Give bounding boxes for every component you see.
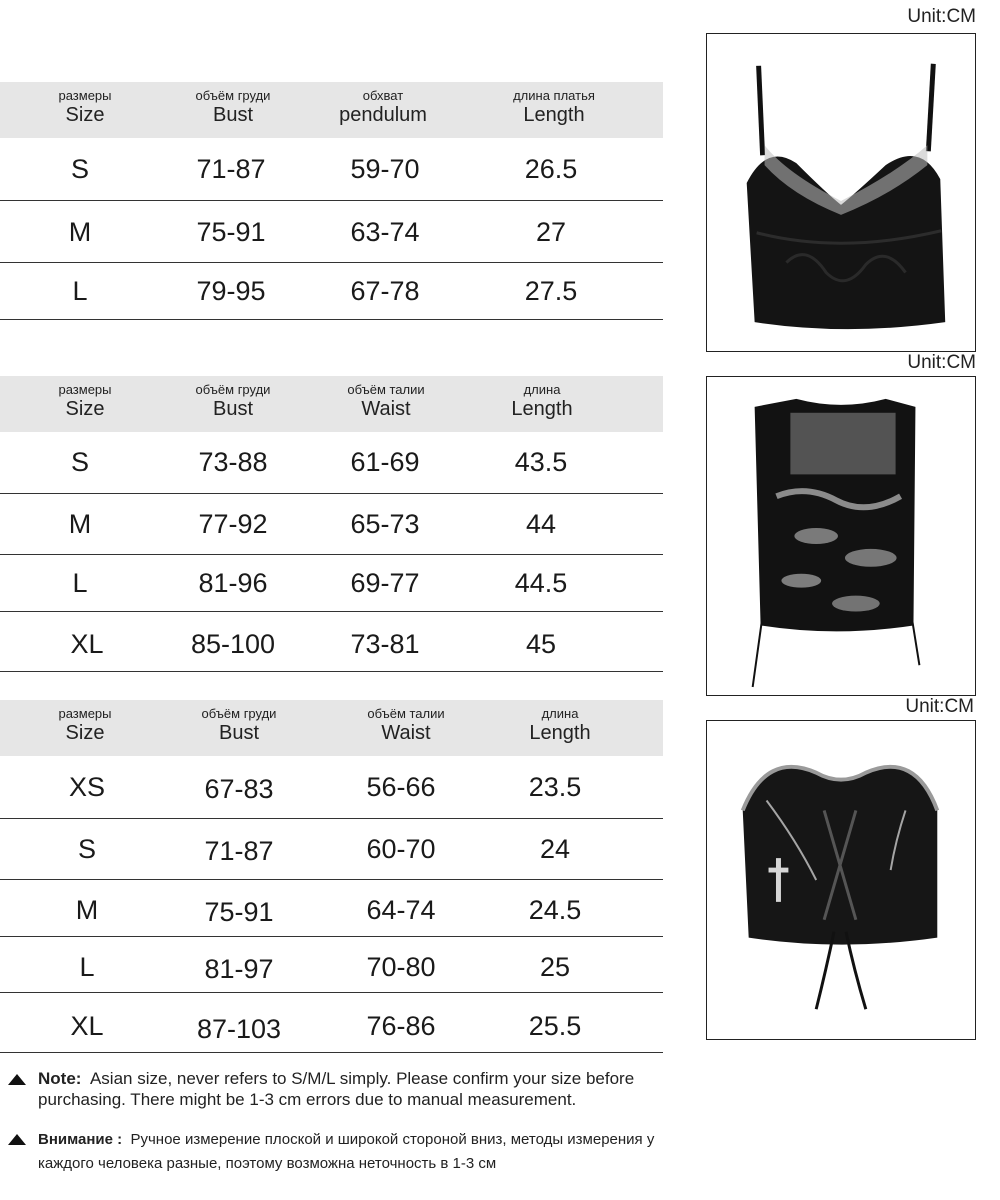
bust-cell: 71-87 bbox=[204, 836, 274, 866]
unit-label-3: Unit:CM bbox=[905, 696, 974, 717]
unit-label-1: Unit:CM bbox=[907, 6, 976, 27]
waist-cell: 64-74 bbox=[366, 895, 436, 925]
header-size: размеры Size bbox=[58, 88, 112, 126]
length-cell: 25 bbox=[539, 952, 571, 982]
header-waist: объём талии Waist bbox=[347, 382, 425, 420]
note-english bbox=[8, 1068, 688, 1110]
header-waist: объём талии Waist bbox=[367, 706, 445, 744]
col3-cell: 67-78 bbox=[350, 276, 420, 306]
table-header bbox=[0, 82, 663, 138]
note-text: Ручное измерение плоской и широкой стороной вниз, методы измерения у каждого человека разные, поэтому возможна неточность в 1-3 см bbox=[38, 1131, 655, 1172]
col3-cell: 59-70 bbox=[350, 154, 420, 184]
bust-cell: 79-95 bbox=[196, 276, 266, 306]
note-label: Note: bbox=[38, 1069, 82, 1088]
length-cell: 24 bbox=[539, 834, 571, 864]
product-photo-lace-up-corset bbox=[706, 720, 976, 1040]
bust-cell: 87-103 bbox=[196, 1014, 282, 1044]
header-col3: обхват pendulum bbox=[339, 88, 427, 126]
table-row bbox=[0, 819, 663, 880]
size-cell: L bbox=[72, 276, 88, 306]
size-cell: M bbox=[75, 895, 99, 925]
waist-cell: 69-77 bbox=[350, 568, 420, 598]
bust-cell: 75-91 bbox=[204, 897, 274, 927]
size-cell: M bbox=[68, 509, 92, 539]
waist-cell: 73-81 bbox=[350, 629, 420, 659]
length-cell: 44.5 bbox=[514, 568, 568, 598]
size-table-3 bbox=[0, 700, 663, 1056]
header-length: длина Length bbox=[511, 382, 573, 420]
bust-cell: 81-97 bbox=[204, 954, 274, 984]
size-table-1 bbox=[0, 82, 663, 322]
table-header bbox=[0, 376, 663, 432]
bust-cell: 75-91 bbox=[196, 217, 266, 247]
length-cell: 44 bbox=[525, 509, 557, 539]
size-cell: XS bbox=[68, 772, 106, 802]
header-bust: объём груди Bust bbox=[201, 706, 277, 744]
size-cell: M bbox=[68, 217, 92, 247]
length-cell: 27 bbox=[535, 217, 567, 247]
header-length: длина Length bbox=[529, 706, 591, 744]
warning-triangle-icon bbox=[8, 1134, 26, 1145]
length-cell: 43.5 bbox=[514, 447, 568, 477]
bust-cell: 77-92 bbox=[198, 509, 268, 539]
waist-cell: 70-80 bbox=[366, 952, 436, 982]
col3-cell: 63-74 bbox=[350, 217, 420, 247]
bust-cell: 71-87 bbox=[196, 154, 266, 184]
note-text: Asian size, never refers to S/M/L simply. Please confirm your size before purchasing. There might be 1-3 cm errors due to manual measurement. bbox=[38, 1069, 635, 1109]
size-cell: L bbox=[79, 952, 95, 982]
bust-cell: 81-96 bbox=[198, 568, 268, 598]
table-row bbox=[0, 555, 663, 612]
waist-cell: 65-73 bbox=[350, 509, 420, 539]
size-cell: XL bbox=[70, 1011, 104, 1041]
header-size: размеры Size bbox=[58, 706, 112, 744]
length-cell: 45 bbox=[525, 629, 557, 659]
header-size: размеры Size bbox=[58, 382, 112, 420]
bust-cell: 73-88 bbox=[198, 447, 268, 477]
waist-cell: 60-70 bbox=[366, 834, 436, 864]
size-cell: S bbox=[70, 154, 89, 184]
product-photo-mesh-tank bbox=[706, 376, 976, 696]
waist-cell: 61-69 bbox=[350, 447, 420, 477]
size-table-2 bbox=[0, 376, 663, 674]
header-bust: объём груди Bust bbox=[195, 382, 271, 420]
header-length: длина платья Length bbox=[513, 88, 595, 126]
note-label: Внимание : bbox=[38, 1131, 123, 1148]
size-cell: S bbox=[70, 447, 89, 477]
table-row bbox=[0, 993, 663, 1053]
table-row bbox=[0, 432, 663, 494]
length-cell: 24.5 bbox=[528, 895, 582, 925]
warning-triangle-icon bbox=[8, 1074, 26, 1085]
table-row bbox=[0, 756, 663, 819]
size-cell: L bbox=[72, 568, 88, 598]
product-photo-lace-cami bbox=[706, 33, 976, 352]
length-cell: 23.5 bbox=[528, 772, 582, 802]
length-cell: 27.5 bbox=[524, 276, 578, 306]
table-row bbox=[0, 880, 663, 937]
waist-cell: 76-86 bbox=[366, 1011, 436, 1041]
header-bust: объём груди Bust bbox=[195, 88, 271, 126]
table-row bbox=[0, 201, 663, 263]
size-cell: S bbox=[77, 834, 96, 864]
table-row bbox=[0, 263, 663, 320]
waist-cell: 56-66 bbox=[366, 772, 436, 802]
table-header bbox=[0, 700, 663, 756]
unit-label-2: Unit:CM bbox=[907, 352, 976, 373]
bust-cell: 67-83 bbox=[204, 774, 274, 804]
table-row bbox=[0, 937, 663, 993]
table-row bbox=[0, 138, 663, 201]
note-russian bbox=[8, 1128, 688, 1176]
bust-cell: 85-100 bbox=[190, 629, 276, 659]
table-row bbox=[0, 494, 663, 555]
length-cell: 25.5 bbox=[528, 1011, 582, 1041]
table-row bbox=[0, 612, 663, 672]
length-cell: 26.5 bbox=[524, 154, 578, 184]
size-cell: XL bbox=[70, 629, 104, 659]
